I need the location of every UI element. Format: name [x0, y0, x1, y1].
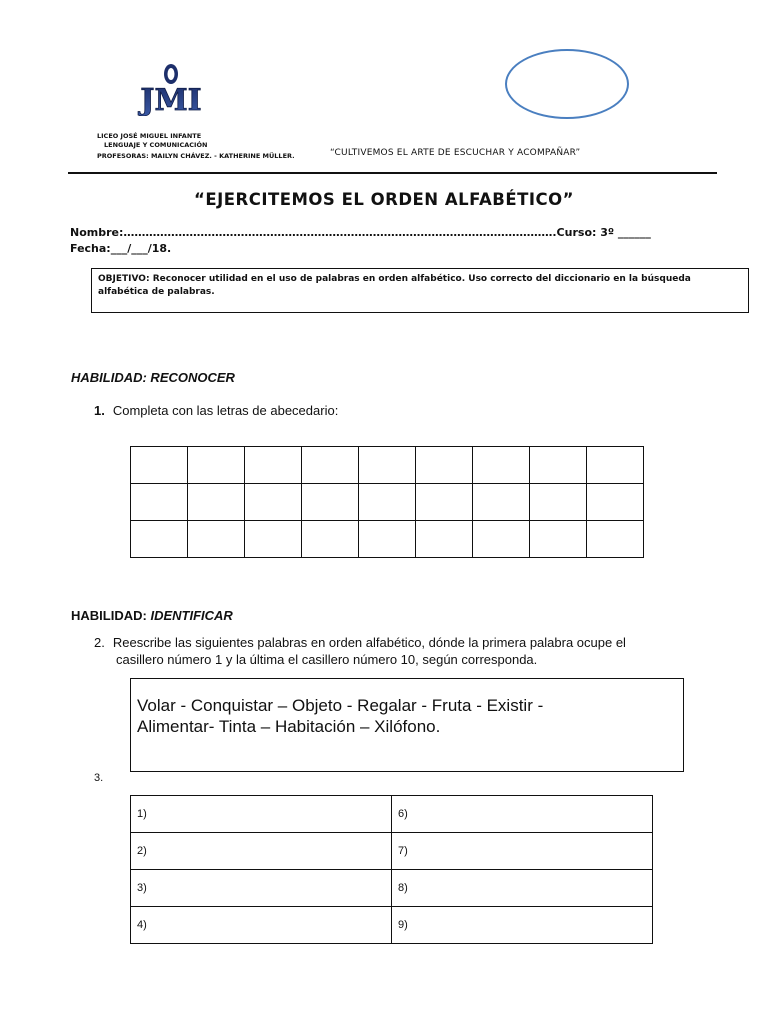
objective-text: Reconocer utilidad en el uso de palabras en orden alfabético. Uso correcto del diccionario en la búsqueda alfabética de palabras. — [98, 274, 691, 297]
skill-value: IDENTIFICAR — [150, 608, 233, 623]
answer-cell[interactable]: 7) — [392, 833, 653, 870]
answer-cell[interactable]: 1) — [131, 796, 392, 833]
date-field[interactable]: Fecha:___/___/18. — [70, 242, 172, 255]
grid-row — [131, 447, 644, 484]
alphabet-cell[interactable] — [530, 447, 587, 484]
question-text-line1: Reescribe las siguientes palabras en orden alfabético, dónde la primera palabra ocupe el — [112, 635, 626, 650]
department-name: LENGUAJE Y COMUNICACIÓN — [104, 141, 208, 149]
table-row — [131, 833, 653, 870]
svg-text:JMI: JMI — [140, 83, 202, 116]
skill-heading-recognize: HABILIDAD: RECONOCER — [71, 370, 235, 385]
alphabet-cell[interactable] — [359, 447, 416, 484]
question-text: Completa con las letras de abecedario: — [112, 403, 339, 418]
alphabet-grid — [130, 446, 644, 558]
answer-cell[interactable]: 2) — [131, 833, 392, 870]
teachers-line: PROFESORAS: MAILYN CHÁVEZ. - KATHERINE MÜLLER. — [97, 152, 295, 160]
question-1 — [94, 402, 338, 419]
question-2 — [94, 634, 734, 668]
objective-box — [91, 268, 749, 313]
school-logo — [136, 60, 206, 116]
alphabet-cell[interactable] — [359, 484, 416, 521]
word-list-line1: Volar - Conquistar – Objeto - Regalar - Fruta - Existir - — [137, 696, 544, 715]
answer-cell[interactable]: 9) — [392, 907, 653, 944]
word-list-line2: Alimentar- Tinta – Habitación – Xilófono. — [137, 717, 441, 736]
alphabet-cell[interactable] — [416, 484, 473, 521]
alphabet-cell[interactable] — [131, 521, 188, 558]
alphabet-cell[interactable] — [416, 521, 473, 558]
order-answer-table — [130, 795, 653, 944]
alphabet-cell[interactable] — [131, 484, 188, 521]
question-number: 2. — [94, 635, 105, 650]
question-text-line2: casillero número 1 y la última el casillero número 10, según corresponda. — [116, 652, 538, 667]
alphabet-cell[interactable] — [302, 447, 359, 484]
alphabet-cell[interactable] — [188, 521, 245, 558]
alphabet-cell[interactable] — [131, 447, 188, 484]
table-row — [131, 870, 653, 907]
alphabet-cell[interactable] — [416, 447, 473, 484]
jmi-logo-icon — [136, 60, 206, 116]
alphabet-cell[interactable] — [245, 521, 302, 558]
grid-row — [131, 484, 644, 521]
name-course-field[interactable]: Nombre:……………………………………………………………………………………………………….Curso: 3º ______ — [70, 226, 651, 239]
alphabet-cell[interactable] — [245, 484, 302, 521]
alphabet-cell[interactable] — [473, 521, 530, 558]
answer-cell[interactable]: 6) — [392, 796, 653, 833]
alphabet-cell[interactable] — [302, 484, 359, 521]
grade-oval — [505, 49, 629, 119]
question-3-number: 3. — [94, 772, 104, 784]
alphabet-cell[interactable] — [473, 484, 530, 521]
question-number: 1. — [94, 403, 105, 418]
worksheet-title: “EJERCITEMOS EL ORDEN ALFABÉTICO” — [193, 190, 574, 209]
alphabet-cell[interactable] — [473, 447, 530, 484]
alphabet-cell[interactable] — [587, 484, 644, 521]
table-row — [131, 796, 653, 833]
alphabet-cell[interactable] — [587, 447, 644, 484]
answer-cell[interactable]: 8) — [392, 870, 653, 907]
table-row — [131, 907, 653, 944]
alphabet-cell[interactable] — [302, 521, 359, 558]
word-list-box — [130, 678, 684, 772]
alphabet-cell[interactable] — [188, 484, 245, 521]
school-name: LICEO JOSÉ MIGUEL INFANTE — [97, 132, 202, 140]
alphabet-cell[interactable] — [245, 447, 302, 484]
alphabet-cell[interactable] — [530, 521, 587, 558]
alphabet-cell[interactable] — [587, 521, 644, 558]
alphabet-cell[interactable] — [359, 521, 416, 558]
grid-row — [131, 521, 644, 558]
header-divider — [68, 172, 717, 174]
alphabet-cell[interactable] — [530, 484, 587, 521]
answer-cell[interactable]: 3) — [131, 870, 392, 907]
objective-label: OBJETIVO: — [98, 274, 150, 284]
alphabet-cell[interactable] — [188, 447, 245, 484]
answer-cell[interactable]: 4) — [131, 907, 392, 944]
skill-label: HABILIDAD: — [71, 608, 147, 623]
school-motto: “CULTIVEMOS EL ARTE DE ESCUCHAR Y ACOMPAÑAR” — [330, 148, 581, 158]
skill-heading-identify — [71, 608, 233, 623]
